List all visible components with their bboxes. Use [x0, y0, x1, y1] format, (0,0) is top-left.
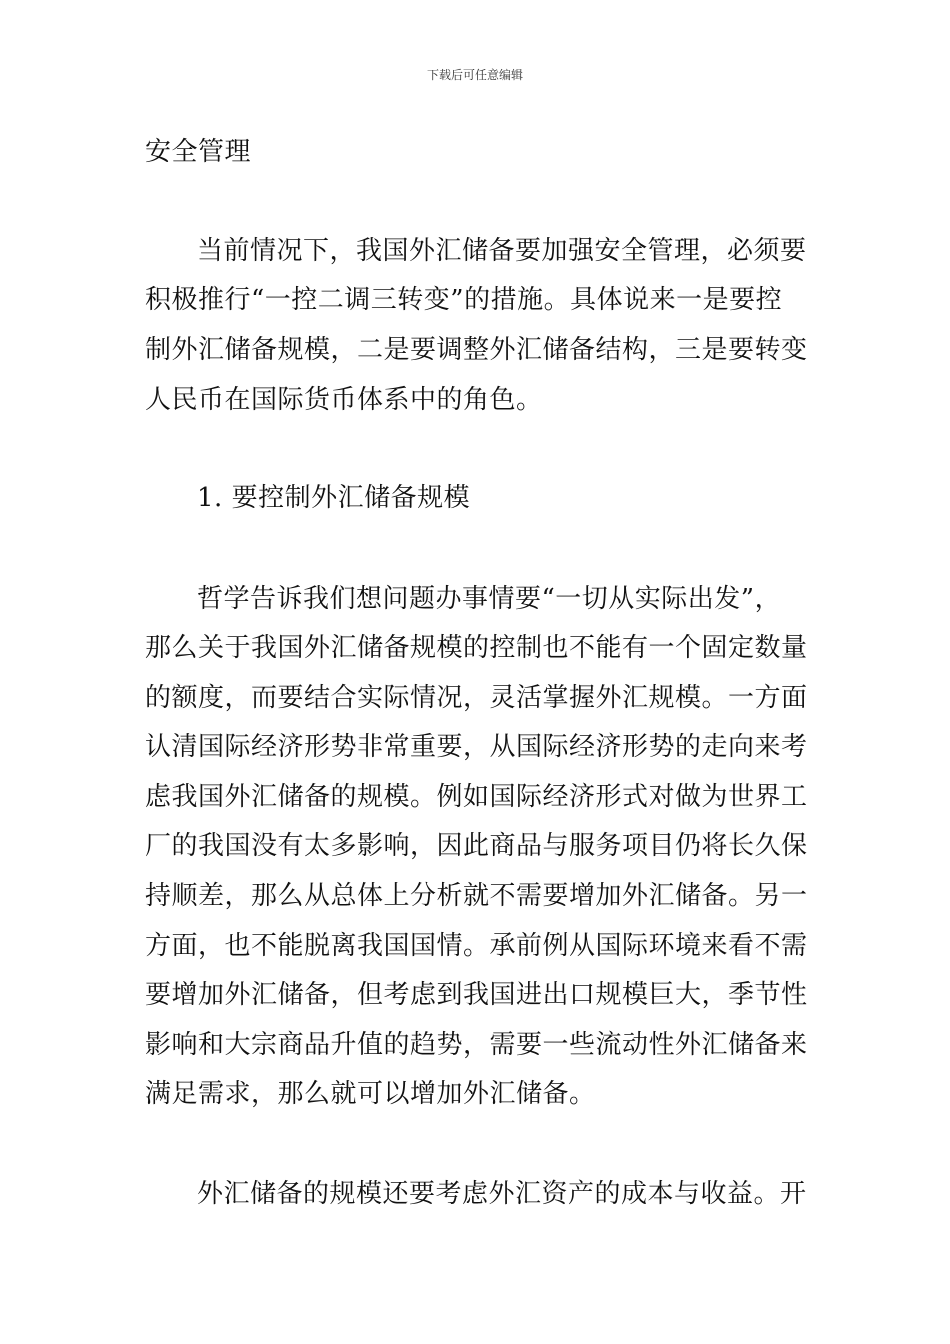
paragraph-line: 制外汇储备规模，二是要调整外汇储备结构，三是要转变 — [145, 335, 808, 365]
paragraph-line: 外汇储备的规模还要考虑外汇资产的成本与收益。开 — [197, 1179, 807, 1209]
paragraph-line: 满足需求，那么就可以增加外汇储备。 — [145, 1079, 596, 1109]
paragraph-line: 持顺差，那么从总体上分析就不需要增加外汇储备。另一 — [145, 881, 808, 911]
paragraph-line: 的额度，而要结合实际情况，灵活掌握外汇规模。一方面 — [145, 683, 808, 713]
paragraph-line: 认清国际经济形势非常重要，从国际经济形势的走向来考 — [145, 732, 808, 762]
paragraph-line: 哲学告诉我们想问题办事情要“一切从实际出发”， — [197, 584, 782, 614]
paragraph-line: 积极推行“一控二调三转变”的措施。具体说来一是要控 — [145, 285, 783, 315]
paragraph-line: 那么关于我国外汇储备规模的控制也不能有一个固定数量 — [145, 633, 808, 663]
subsection-title: 1. 要控制外汇储备规模 — [197, 483, 471, 513]
paragraph-line: 人民币在国际货币体系中的角色。 — [145, 385, 543, 415]
paragraph-line: 方面，也不能脱离我国国情。承前例从国际环境来看不需 — [145, 931, 808, 961]
page-header-note: 下载后可任意编辑 — [426, 68, 523, 82]
paragraph-line: 影响和大宗商品升值的趋势，需要一些流动性外汇储备来 — [145, 1030, 808, 1060]
paragraph-line: 当前情况下，我国外汇储备要加强安全管理，必须要 — [197, 236, 807, 266]
paragraph-line: 要增加外汇储备，但考虑到我国进出口规模巨大，季节性 — [145, 980, 808, 1010]
paragraph-line: 虑我国外汇储备的规模。例如国际经济形式对做为世界工 — [145, 782, 808, 812]
paragraph-line: 厂的我国没有太多影响，因此商品与服务项目仍将长久保 — [145, 831, 808, 861]
section-title: 安全管理 — [145, 137, 252, 167]
